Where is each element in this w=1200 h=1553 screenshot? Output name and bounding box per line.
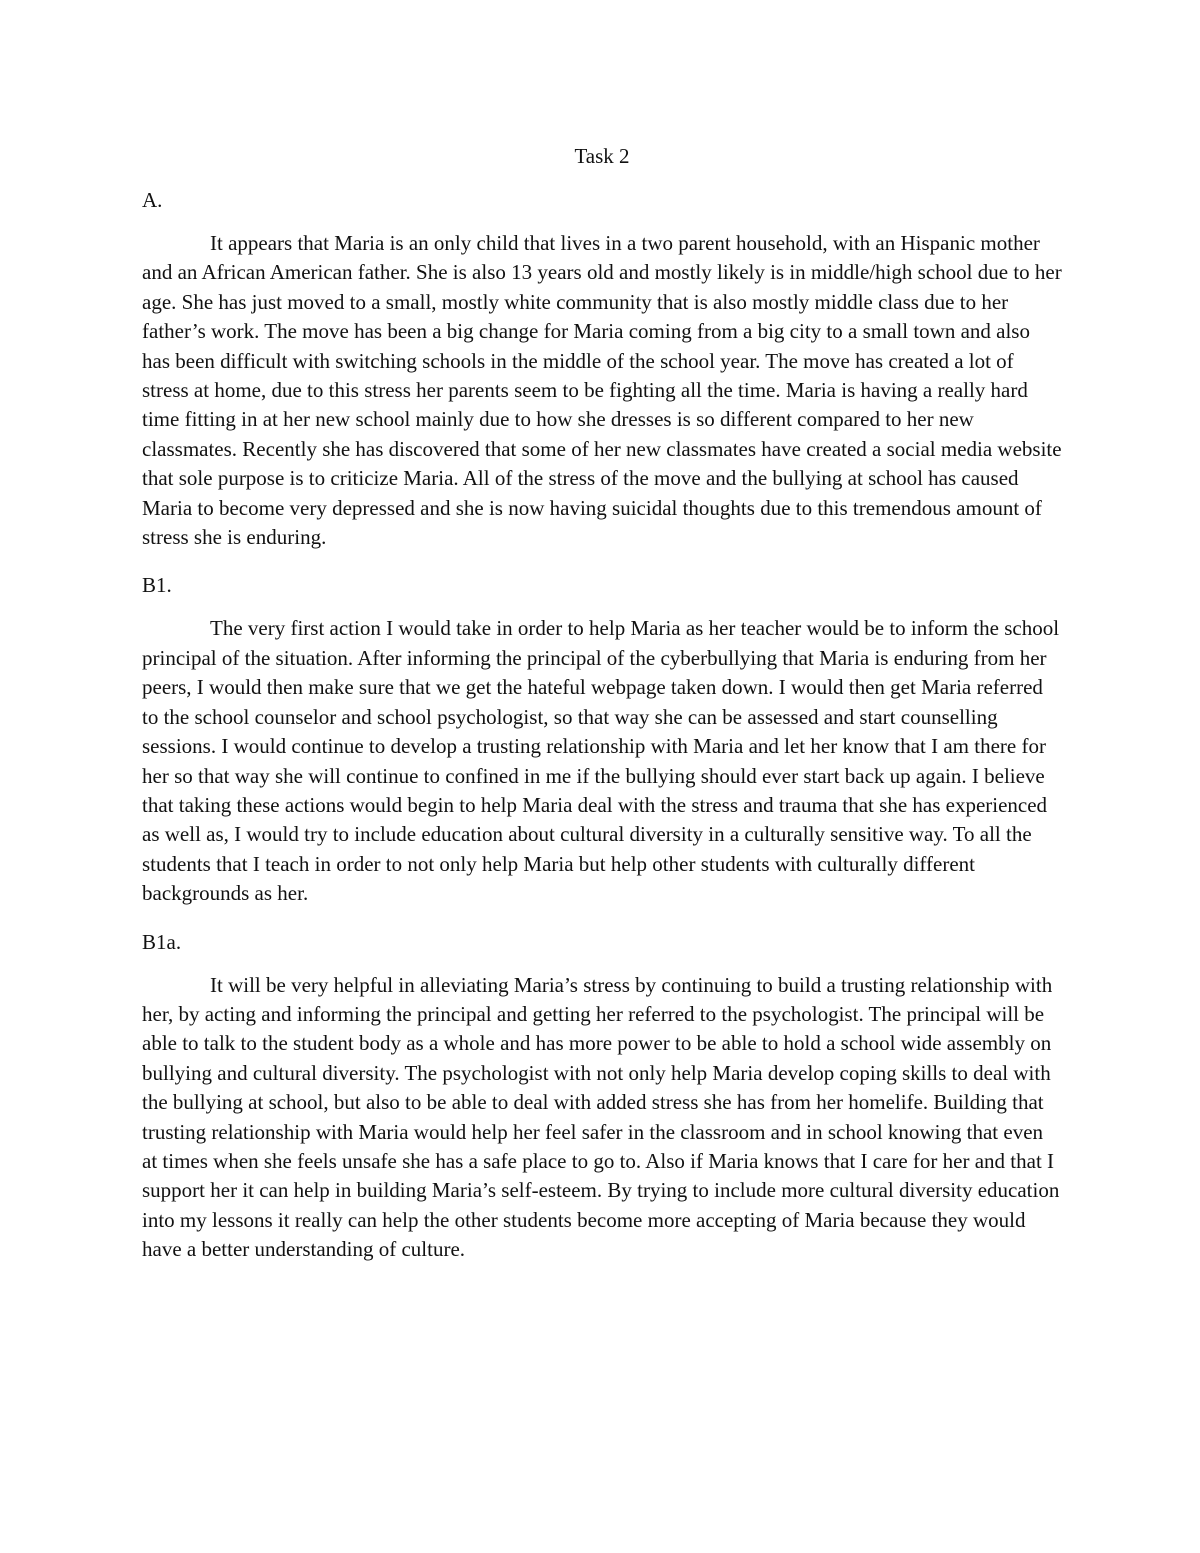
- section-paragraph-b1: The very first action I would take in order to help Maria as her teacher would be to inform the school principal of the situation. After informing the principal of the cyberbullying that Maria is enduring from her peers, I would then make sure that we get the hateful webpage taken down. I would then get Maria referred to the school counselor and school psychologist, so that way she can be assessed and start counselling sessions. I would continue to develop a trusting relationship with Maria and let her know that I am there for her so that way she will continue to confined in me if the bullying should ever start back up again. I believe that taking these actions would begin to help Maria deal with the stress and trauma that she has experienced as well as, I would try to include education about cultural diversity in a culturally sensitive way. To all the students that I teach in order to not only help Maria but help other students with culturally different backgrounds as her.: [142, 616, 1060, 906]
- section-heading-a: A.: [142, 188, 163, 212]
- document-title: Task 2: [574, 144, 630, 168]
- section-heading-b1a: B1a.: [142, 929, 182, 954]
- section-heading-b1: B1.: [142, 573, 172, 598]
- document-body: [142, 141, 1062, 1283]
- section-paragraph-a: It appears that Maria is an only child that lives in a two parent household, with an Hispanic mother and an African American father. She is also 13 years old and mostly likely is in middle/high school due to her age. She has just moved to a small, mostly white community that is also mostly middle class due to her father’s work. The move has been a big change for Maria coming from a big city to a small town and also has been difficult with switching schools in the middle of the school year. The move has created a lot of stress at home, due to this stress her parents seem to be fighting all the time. Maria is having a really hard time fitting in at her new school mainly due to how she dresses is so different compared to her new classmates. Recently she has discovered that some of her new classmates have created a social media website that sole purpose is to criticize Maria. All of the stress of the move and the bullying at school has caused Maria to become very depressed and she is now having suicidal thoughts due to this tremendous amount of stress she is enduring.: [142, 231, 1062, 550]
- section-paragraph-b1a: It will be very helpful in alleviating Maria’s stress by continuing to build a trusting relationship with her, by acting and informing the principal and getting her referred to the psychologist. The principal will be able to talk to the student body as a whole and has more power to be able to hold a school wide assembly on bullying and cultural diversity. The psychologist with not only help Maria develop coping skills to deal with the bullying at school, but also to be able to deal with added stress she has from her homelife. Building that trusting relationship with Maria would help her feel safer in the classroom and in school knowing that even at times when she feels unsafe she has a safe place to go to. Also if Maria knows that I care for her and that I support her it can help in building Maria’s self-esteem. By trying to include more cultural diversity education into my lessons it really can help the other students become more accepting of Maria because they would have a better understanding of culture.: [142, 972, 1060, 1262]
